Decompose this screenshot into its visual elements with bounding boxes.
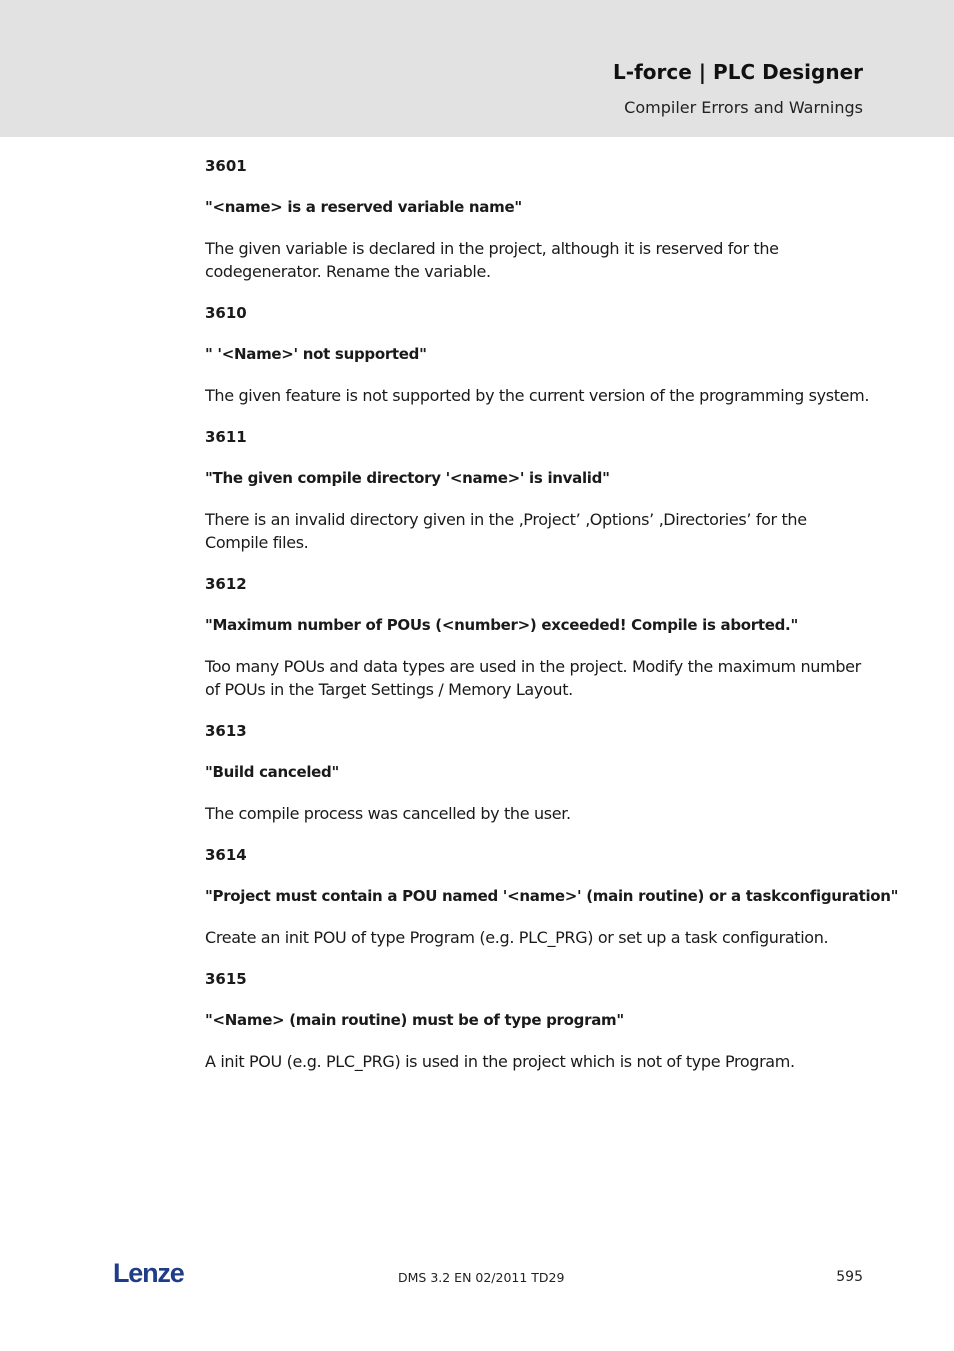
error-code: 3612 (205, 575, 247, 593)
svg-text:Lenze: Lenze (113, 1258, 184, 1288)
error-message: "Project must contain a POU named '<name>' (main routine) or a taskconfiguration" (205, 887, 899, 905)
page-number: 595 (836, 1269, 863, 1285)
error-message: "The given compile directory '<name>' is invalid" (205, 469, 610, 487)
error-code: 3613 (205, 722, 247, 740)
lenze-logo (113, 1258, 193, 1288)
error-message: "Build canceled" (205, 763, 339, 781)
error-code: 3615 (205, 970, 247, 988)
error-code: 3601 (205, 157, 247, 175)
error-message: "Maximum number of POUs (<number>) exceeded! Compile is aborted." (205, 616, 798, 634)
header-title: L-force | PLC Designer (613, 60, 863, 84)
error-description: There is an invalid directory given in the ‚Project’ ‚Options’ ‚Directories’ for the Compile files. (205, 510, 807, 552)
error-message: " '<Name>' not supported" (205, 345, 427, 363)
error-entry-3614 (205, 844, 899, 949)
error-code: 3614 (205, 846, 247, 864)
error-entry-3615 (205, 968, 870, 1073)
page-header (0, 0, 954, 137)
error-description: The given variable is declared in the project, although it is reserved for the codegenerator. Rename the variable. (205, 239, 779, 281)
error-description: The compile process was cancelled by the user. (205, 804, 571, 823)
error-description: The given feature is not supported by the current version of the programming system. (205, 386, 870, 405)
error-code: 3611 (205, 428, 247, 446)
error-description: Too many POUs and data types are used in the project. Modify the maximum number of POUs in the Target Settings / Memory Layout. (205, 657, 861, 699)
error-entry-3613 (205, 720, 870, 825)
error-entry-3612 (205, 573, 870, 701)
header-subtitle: Compiler Errors and Warnings (624, 98, 863, 117)
error-message: "<name> is a reserved variable name" (205, 198, 522, 216)
error-description: Create an init POU of type Program (e.g. PLC_PRG) or set up a task configuration. (205, 928, 829, 947)
error-entry-3611 (205, 426, 870, 554)
error-message: "<Name> (main routine) must be of type program" (205, 1011, 624, 1029)
error-list (205, 155, 899, 1092)
document-id: DMS 3.2 EN 02/2011 TD29 (398, 1270, 565, 1285)
error-entry-3601 (205, 155, 870, 283)
error-code: 3610 (205, 304, 247, 322)
error-description: A init POU (e.g. PLC_PRG) is used in the project which is not of type Program. (205, 1052, 795, 1071)
error-entry-3610 (205, 302, 870, 407)
